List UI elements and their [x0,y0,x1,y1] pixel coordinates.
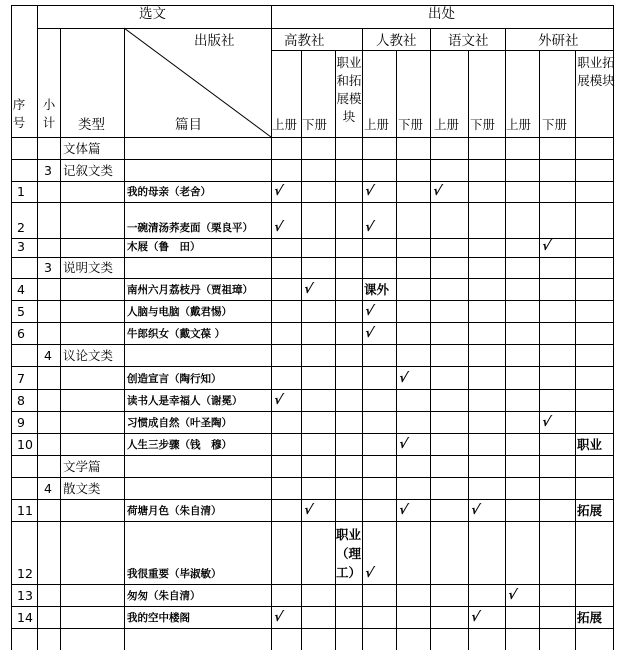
mark-label: 拓展 [577,610,603,625]
row-title: 习惯成自然（叶圣陶） [127,417,232,429]
check-mark: √ [397,371,410,386]
row-seq: 14 [17,610,33,625]
row-seq: 3 [17,239,25,254]
check-mark: √ [469,503,482,518]
row-seq: 10 [17,437,33,452]
row-subtotal: 3 [44,163,52,178]
header-title: 篇目 [175,117,202,133]
row-seq: 13 [17,588,33,603]
row-subtotal: 4 [44,348,52,363]
check-mark: √ [272,393,285,408]
row-title: 我的母亲（老舍） [127,186,211,198]
header-rj-down: 下册 [398,117,424,132]
row-seq: 1 [17,184,25,199]
header-chuchu: 出处 [428,6,455,22]
header-seq: 序号 [12,97,26,130]
check-mark: √ [469,610,482,625]
check-mark: √ [363,220,376,235]
row-type: 文体篇 [63,141,101,156]
row-title: 读书人是幸福人（谢冕） [127,395,243,407]
header-subtotal: 小计 [42,97,56,130]
row-subtotal: 4 [44,481,52,496]
row-type: 议论文类 [63,348,114,363]
row-title: 我的空中楼阁 [127,612,190,624]
header-wy-module: 职业拓展模块 [577,55,615,88]
row-type: 记叙文类 [63,163,114,178]
row-title: 人脑与电脑（戴君惕） [127,306,232,318]
header-publisher-renjiao: 人教社 [376,33,417,49]
check-mark: √ [302,503,315,518]
row-seq: 11 [17,503,33,518]
check-mark: √ [272,220,285,235]
header-gj-module: 职业和拓展模块 [336,55,362,124]
header-publisher-waiyan: 外研社 [538,33,579,49]
check-mark: √ [540,239,553,254]
mark-label: 拓展 [577,503,603,518]
check-mark: √ [363,566,376,581]
header-publisher-gaojiao: 高教社 [284,33,325,49]
check-mark: √ [302,282,315,297]
check-mark: √ [397,503,410,518]
header-wy-down: 下册 [542,117,568,132]
row-type: 文学篇 [63,459,101,474]
check-mark: √ [431,184,444,199]
mark-label: 职业（理工） [336,527,362,580]
check-mark: √ [363,326,376,341]
row-title: 一碗清汤荞麦面（栗良平） [127,222,253,234]
header-xuanwen: 选文 [139,6,166,22]
check-mark: √ [363,304,376,319]
row-seq: 8 [17,393,25,408]
row-seq: 9 [17,415,25,430]
check-mark: √ [363,184,376,199]
row-seq: 5 [17,304,25,319]
header-gj-down: 下册 [302,117,328,132]
row-subtotal: 3 [44,260,52,275]
row-title: 我很重要（毕淑敏） [127,568,222,580]
row-seq: 4 [17,282,25,297]
header-gj-up: 上册 [272,117,298,132]
row-title: 牛郎织女（戴文葆 ） [127,328,226,340]
check-mark: √ [397,437,410,452]
row-title: 荷塘月色（朱自清） [127,505,222,517]
header-yw-down: 下册 [470,117,496,132]
row-type: 说明文类 [63,260,114,275]
row-type: 散文类 [63,481,101,496]
mark-label: 职业 [577,437,603,452]
header-publisher: 出版社 [194,33,235,49]
row-seq: 2 [17,220,25,235]
header-type: 类型 [78,117,105,133]
header-publisher-yuwen: 语文社 [448,33,489,49]
header-yw-up: 上册 [434,117,460,132]
check-mark: √ [540,415,553,430]
check-mark: √ [272,610,285,625]
check-mark: √ [272,184,285,199]
row-title: 木屐（鲁 田） [127,241,201,253]
header-wy-up: 上册 [506,117,532,132]
row-title: 南州六月荔枝丹（贾祖璋） [127,284,253,296]
header-rj-up: 上册 [364,117,390,132]
row-seq: 12 [17,566,33,581]
row-seq: 6 [17,326,25,341]
row-title: 人生三步骤（钱 穆） [127,439,232,451]
row-title: 创造宣言（陶行知） [127,373,222,385]
row-title: 匆匆（朱自清） [127,590,201,602]
mark-label: 课外 [364,282,390,297]
row-seq: 7 [17,371,25,386]
check-mark: √ [506,588,519,603]
